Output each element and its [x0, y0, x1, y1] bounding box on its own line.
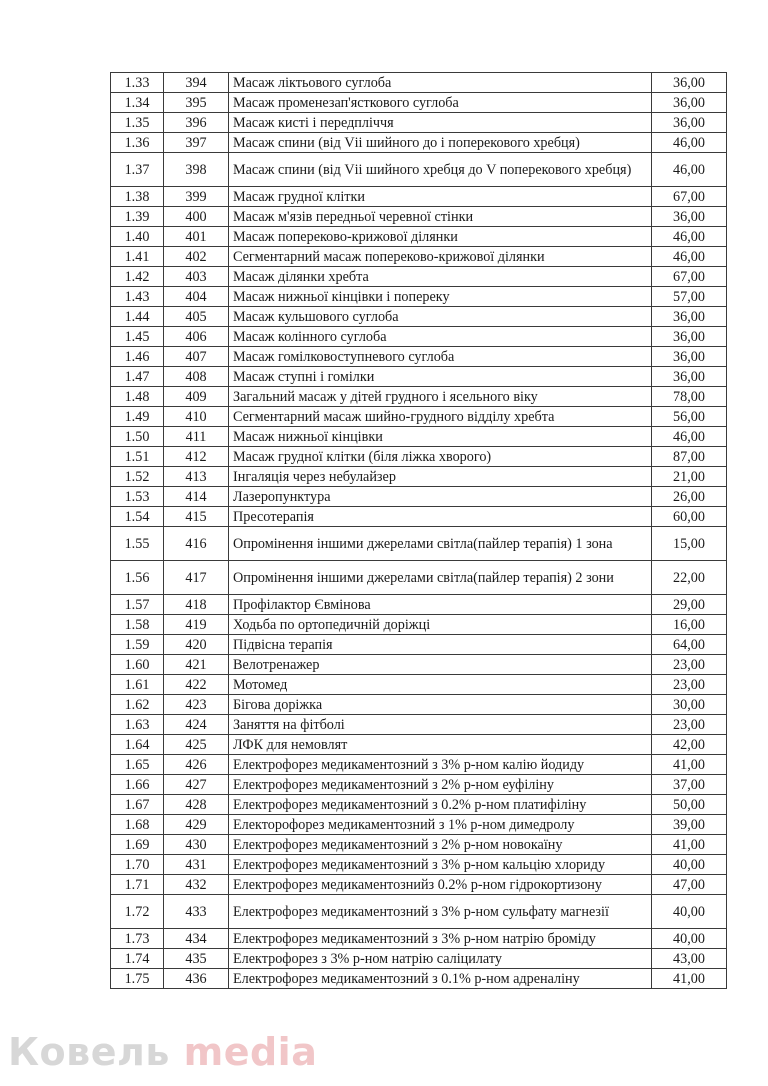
table-row — [111, 133, 727, 153]
service-code: 419 — [164, 615, 229, 635]
service-price: 40,00 — [652, 929, 727, 949]
price-list-table — [110, 72, 727, 989]
table-row — [111, 73, 727, 93]
row-number: 1.42 — [111, 267, 164, 287]
service-name: Електрофорез з 3% р-ном натрію саліцилату — [229, 949, 652, 969]
service-name: Велотренажер — [229, 655, 652, 675]
service-code: 396 — [164, 113, 229, 133]
service-code: 404 — [164, 287, 229, 307]
table-row — [111, 347, 727, 367]
service-price: 23,00 — [652, 675, 727, 695]
service-name: Електрофорез медикаментозний з 0.1% р-ном адреналіну — [229, 969, 652, 989]
table-row — [111, 929, 727, 949]
service-name: Масаж спини (від Vіі шийного до і поперекового хребця) — [229, 133, 652, 153]
service-name: Опромінення іншими джерелами світла(пайлер терапія) 1 зона — [229, 527, 652, 561]
row-number: 1.44 — [111, 307, 164, 327]
service-name: Масаж попереково-крижової ділянки — [229, 227, 652, 247]
service-name: Бігова доріжка — [229, 695, 652, 715]
service-code: 402 — [164, 247, 229, 267]
row-number: 1.51 — [111, 447, 164, 467]
service-code: 405 — [164, 307, 229, 327]
service-price: 41,00 — [652, 755, 727, 775]
service-code: 424 — [164, 715, 229, 735]
row-number: 1.71 — [111, 875, 164, 895]
service-name: Масаж гомілковоступневого суглоба — [229, 347, 652, 367]
watermark-logo — [8, 1030, 317, 1074]
service-name: Масаж ліктьового суглоба — [229, 73, 652, 93]
service-code: 417 — [164, 561, 229, 595]
table-row — [111, 447, 727, 467]
table-row — [111, 795, 727, 815]
service-code: 410 — [164, 407, 229, 427]
service-price: 46,00 — [652, 247, 727, 267]
service-price: 46,00 — [652, 427, 727, 447]
service-price: 47,00 — [652, 875, 727, 895]
table-row — [111, 949, 727, 969]
table-row — [111, 247, 727, 267]
row-number: 1.49 — [111, 407, 164, 427]
row-number: 1.64 — [111, 735, 164, 755]
table-row — [111, 855, 727, 875]
service-price: 21,00 — [652, 467, 727, 487]
service-name: Масаж ступні і гомілки — [229, 367, 652, 387]
service-price: 36,00 — [652, 73, 727, 93]
service-code: 429 — [164, 815, 229, 835]
row-number: 1.48 — [111, 387, 164, 407]
row-number: 1.36 — [111, 133, 164, 153]
row-number: 1.57 — [111, 595, 164, 615]
watermark-text-media: media — [183, 1030, 318, 1074]
service-code: 431 — [164, 855, 229, 875]
row-number: 1.40 — [111, 227, 164, 247]
service-code: 412 — [164, 447, 229, 467]
row-number: 1.39 — [111, 207, 164, 227]
service-code: 406 — [164, 327, 229, 347]
row-number: 1.33 — [111, 73, 164, 93]
row-number: 1.53 — [111, 487, 164, 507]
table-row — [111, 93, 727, 113]
table-row — [111, 487, 727, 507]
service-name: Масаж променезап'ясткового суглоба — [229, 93, 652, 113]
table-row — [111, 755, 727, 775]
service-code: 413 — [164, 467, 229, 487]
service-name: Масаж грудної клітки (біля ліжка хворого) — [229, 447, 652, 467]
service-price: 64,00 — [652, 635, 727, 655]
service-name: Масаж нижньої кінцівки і попереку — [229, 287, 652, 307]
service-price: 78,00 — [652, 387, 727, 407]
row-number: 1.70 — [111, 855, 164, 875]
row-number: 1.66 — [111, 775, 164, 795]
table-row — [111, 615, 727, 635]
service-price: 36,00 — [652, 113, 727, 133]
service-code: 409 — [164, 387, 229, 407]
service-price: 22,00 — [652, 561, 727, 595]
service-code: 432 — [164, 875, 229, 895]
service-code: 401 — [164, 227, 229, 247]
service-name: Електрофорез медикаментозний з 3% р-ном калію йодиду — [229, 755, 652, 775]
row-number: 1.67 — [111, 795, 164, 815]
service-price: 23,00 — [652, 715, 727, 735]
table-row — [111, 287, 727, 307]
service-code: 430 — [164, 835, 229, 855]
row-number: 1.58 — [111, 615, 164, 635]
row-number: 1.54 — [111, 507, 164, 527]
service-price: 46,00 — [652, 227, 727, 247]
service-price: 41,00 — [652, 969, 727, 989]
service-price: 37,00 — [652, 775, 727, 795]
service-price: 67,00 — [652, 187, 727, 207]
row-number: 1.55 — [111, 527, 164, 561]
table-row — [111, 507, 727, 527]
service-code: 425 — [164, 735, 229, 755]
service-price: 36,00 — [652, 367, 727, 387]
service-code: 403 — [164, 267, 229, 287]
table-row — [111, 467, 727, 487]
service-price: 36,00 — [652, 207, 727, 227]
table-row — [111, 815, 727, 835]
service-name: Масаж ділянки хребта — [229, 267, 652, 287]
service-name: Масаж спини (від Vіі шийного хребця до V поперекового хребця) — [229, 153, 652, 187]
table-row — [111, 267, 727, 287]
service-price: 41,00 — [652, 835, 727, 855]
row-number: 1.63 — [111, 715, 164, 735]
table-row — [111, 207, 727, 227]
service-name: Масаж кисті і передпліччя — [229, 113, 652, 133]
service-name: Сегментарний масаж попереково-крижової ділянки — [229, 247, 652, 267]
service-price: 40,00 — [652, 855, 727, 875]
service-price: 43,00 — [652, 949, 727, 969]
table-row — [111, 635, 727, 655]
service-name: Пресотерапія — [229, 507, 652, 527]
price-list-body — [111, 73, 727, 989]
row-number: 1.45 — [111, 327, 164, 347]
service-code: 416 — [164, 527, 229, 561]
service-code: 397 — [164, 133, 229, 153]
table-row — [111, 969, 727, 989]
service-name: Масаж нижньої кінцівки — [229, 427, 652, 447]
service-price: 67,00 — [652, 267, 727, 287]
service-price: 87,00 — [652, 447, 727, 467]
row-number: 1.60 — [111, 655, 164, 675]
service-code: 434 — [164, 929, 229, 949]
table-row — [111, 427, 727, 447]
service-price: 42,00 — [652, 735, 727, 755]
row-number: 1.59 — [111, 635, 164, 655]
service-price: 40,00 — [652, 895, 727, 929]
service-code: 422 — [164, 675, 229, 695]
service-code: 435 — [164, 949, 229, 969]
watermark-text-kovel: Ковель — [8, 1030, 170, 1074]
service-code: 428 — [164, 795, 229, 815]
row-number: 1.43 — [111, 287, 164, 307]
service-price: 30,00 — [652, 695, 727, 715]
service-name: Електрофорез медикаментознийз 0.2% р-ном гідрокортизону — [229, 875, 652, 895]
row-number: 1.73 — [111, 929, 164, 949]
service-code: 420 — [164, 635, 229, 655]
table-row — [111, 775, 727, 795]
service-name: Електрофорез медикаментозний з 3% р-ном кальцію хлориду — [229, 855, 652, 875]
service-name: Опромінення іншими джерелами світла(пайлер терапія) 2 зони — [229, 561, 652, 595]
service-price: 16,00 — [652, 615, 727, 635]
service-code: 400 — [164, 207, 229, 227]
row-number: 1.65 — [111, 755, 164, 775]
row-number: 1.50 — [111, 427, 164, 447]
service-code: 407 — [164, 347, 229, 367]
table-row — [111, 367, 727, 387]
table-row — [111, 227, 727, 247]
service-price: 46,00 — [652, 133, 727, 153]
service-price: 50,00 — [652, 795, 727, 815]
table-row — [111, 527, 727, 561]
service-name: Електрофорез медикаментозний з 2% р-ном новокаїну — [229, 835, 652, 855]
row-number: 1.47 — [111, 367, 164, 387]
service-price: 23,00 — [652, 655, 727, 675]
table-row — [111, 561, 727, 595]
service-name: Електорофорез медикаментозний з 1% р-ном димедролу — [229, 815, 652, 835]
table-row — [111, 595, 727, 615]
service-code: 394 — [164, 73, 229, 93]
row-number: 1.62 — [111, 695, 164, 715]
service-code: 411 — [164, 427, 229, 447]
table-row — [111, 307, 727, 327]
table-row — [111, 895, 727, 929]
service-code: 426 — [164, 755, 229, 775]
service-price: 36,00 — [652, 347, 727, 367]
table-row — [111, 875, 727, 895]
service-name: Масаж кульшового суглоба — [229, 307, 652, 327]
service-name: Електрофорез медикаментозний з 0.2% р-ном платифіліну — [229, 795, 652, 815]
service-price: 26,00 — [652, 487, 727, 507]
service-name: Інгаляція через небулайзер — [229, 467, 652, 487]
service-price: 36,00 — [652, 93, 727, 113]
row-number: 1.74 — [111, 949, 164, 969]
row-number: 1.68 — [111, 815, 164, 835]
service-name: Підвісна терапія — [229, 635, 652, 655]
row-number: 1.75 — [111, 969, 164, 989]
service-name: Лазеропунктура — [229, 487, 652, 507]
service-name: Масаж колінного суглоба — [229, 327, 652, 347]
row-number: 1.61 — [111, 675, 164, 695]
service-code: 414 — [164, 487, 229, 507]
service-name: Масаж грудної клітки — [229, 187, 652, 207]
service-name: Електрофорез медикаментозний з 3% р-ном сульфату магнезії — [229, 895, 652, 929]
service-name: Профілактор Євмінова — [229, 595, 652, 615]
table-row — [111, 675, 727, 695]
service-name: Електрофорез медикаментозний з 2% р-ном еуфіліну — [229, 775, 652, 795]
table-row — [111, 327, 727, 347]
service-code: 421 — [164, 655, 229, 675]
service-code: 395 — [164, 93, 229, 113]
table-row — [111, 715, 727, 735]
row-number: 1.52 — [111, 467, 164, 487]
service-price: 36,00 — [652, 327, 727, 347]
service-price: 36,00 — [652, 307, 727, 327]
row-number: 1.35 — [111, 113, 164, 133]
service-name: Ходьба по ортопедичній доріжці — [229, 615, 652, 635]
service-name: Сегментарний масаж шийно-грудного відділу хребта — [229, 407, 652, 427]
table-row — [111, 735, 727, 755]
service-price: 29,00 — [652, 595, 727, 615]
table-row — [111, 655, 727, 675]
service-price: 39,00 — [652, 815, 727, 835]
service-code: 408 — [164, 367, 229, 387]
table-row — [111, 695, 727, 715]
service-name: Загальний масаж у дітей грудного і ясельного віку — [229, 387, 652, 407]
service-code: 399 — [164, 187, 229, 207]
service-price: 15,00 — [652, 527, 727, 561]
service-name: Заняття на фітболі — [229, 715, 652, 735]
row-number: 1.72 — [111, 895, 164, 929]
service-code: 427 — [164, 775, 229, 795]
service-name: Мотомед — [229, 675, 652, 695]
table-row — [111, 113, 727, 133]
service-price: 46,00 — [652, 153, 727, 187]
table-row — [111, 407, 727, 427]
service-price: 57,00 — [652, 287, 727, 307]
service-code: 433 — [164, 895, 229, 929]
table-row — [111, 387, 727, 407]
row-number: 1.46 — [111, 347, 164, 367]
service-code: 398 — [164, 153, 229, 187]
table-row — [111, 187, 727, 207]
table-row — [111, 835, 727, 855]
service-name: Масаж м'язів передньої черевної стінки — [229, 207, 652, 227]
service-price: 60,00 — [652, 507, 727, 527]
service-name: ЛФК для немовлят — [229, 735, 652, 755]
row-number: 1.69 — [111, 835, 164, 855]
service-price: 56,00 — [652, 407, 727, 427]
row-number: 1.37 — [111, 153, 164, 187]
row-number: 1.41 — [111, 247, 164, 267]
row-number: 1.56 — [111, 561, 164, 595]
table-row — [111, 153, 727, 187]
service-code: 423 — [164, 695, 229, 715]
service-name: Електрофорез медикаментозний з 3% р-ном натрію броміду — [229, 929, 652, 949]
row-number: 1.34 — [111, 93, 164, 113]
row-number: 1.38 — [111, 187, 164, 207]
service-code: 436 — [164, 969, 229, 989]
service-code: 415 — [164, 507, 229, 527]
service-code: 418 — [164, 595, 229, 615]
